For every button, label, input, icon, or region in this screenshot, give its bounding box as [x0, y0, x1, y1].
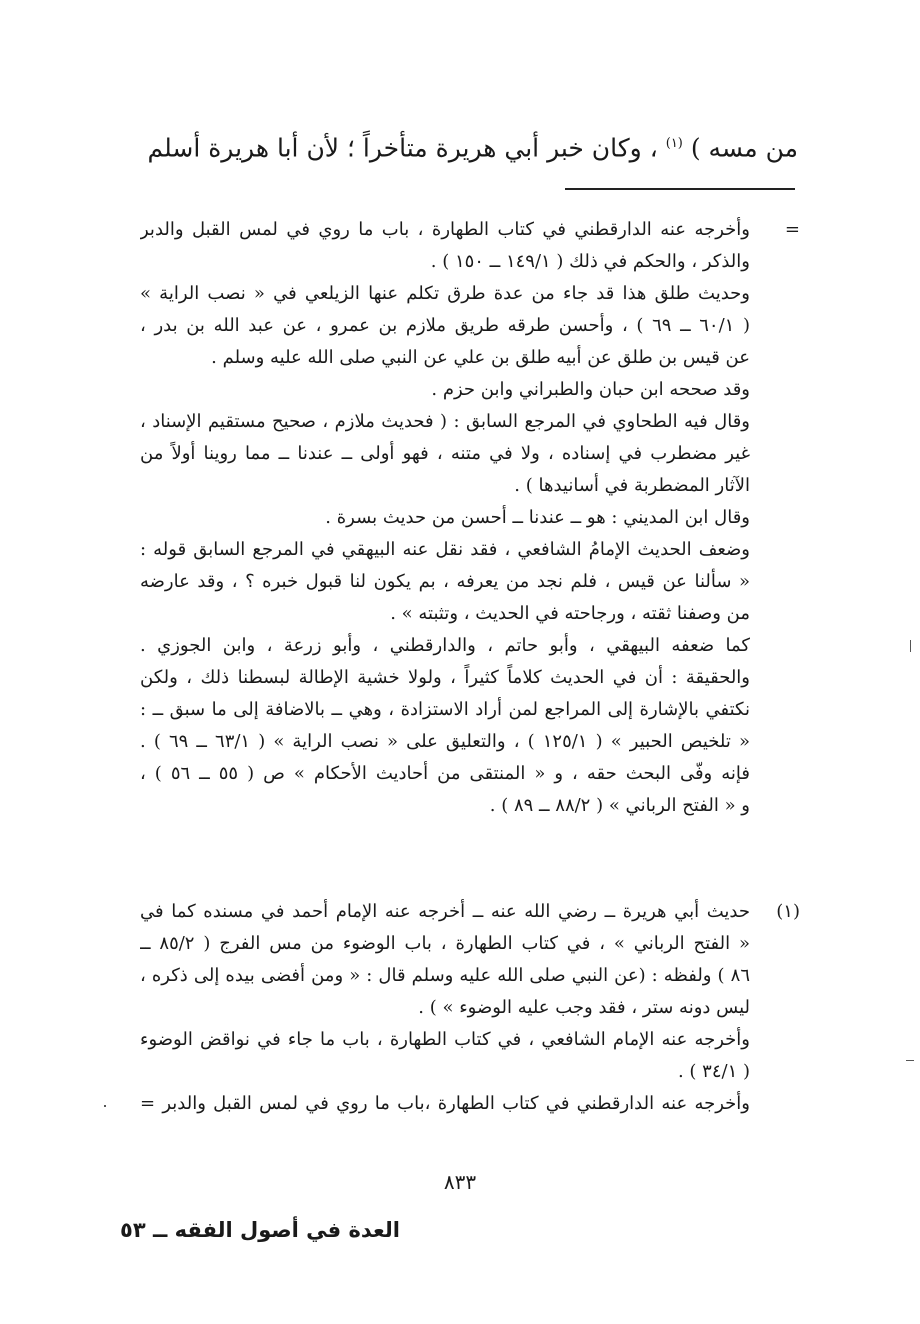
- footnote-line: = وأخرجه عنه الدارقطني في كتاب الطهارة ، باب ما روي في لمس القبل والدبر: [140, 214, 800, 246]
- scan-mark: [906, 1060, 914, 1061]
- footnote-line: « الفتح الرباني » ، في كتاب الطهارة ، باب الوضوء من مس الفرج ( ٨٥/٢ ــ: [140, 933, 750, 954]
- scan-mark: [104, 1105, 106, 1107]
- footnote-line: غير مضطرب في إسناده ، ولا في متنه ، فهو أولى ــ عندنا ــ مما روينا أولاً من: [140, 443, 750, 464]
- continuation-marker: =: [784, 219, 800, 240]
- footnote-line: نكتفي بالإشارة إلى المراجع لمن أراد الاستزادة ، وهي ــ بالاضافة إلى ما سبق ــ :: [140, 699, 750, 720]
- footnote-1: [140, 896, 800, 1120]
- footnote-line: ( ٦٠/١ ــ ٦٩ ) ، وأحسن طرقه طريق ملازم بن عمرو ، عن عبد الله بن بدر ،: [140, 315, 751, 336]
- footnote-line: الآثار المضطربة في أسانيدها ) .: [514, 475, 750, 496]
- main-text-rest: ، وكان خبر أبي هريرة متأخراً ؛ لأن أبا هريرة أسلم: [147, 133, 658, 163]
- continued-footnote: [140, 214, 800, 822]
- footnote-line: « تلخيص الحبير » ( ١٢٥/١ ) ، والتعليق على « نصب الراية » ( ٦٣/١ ــ ٦٩ ) .: [140, 731, 750, 752]
- footnote-line: « سألنا عن قيس ، فلم نجد من يعرفه ، بم يكون لنا قبول خبره ؟ ، وقد عارضه: [140, 571, 750, 592]
- footnote-line: (١) حديث أبي هريرة ــ رضي الله عنه ــ أخرجه عنه الإمام أحمد في مسنده كما في: [140, 896, 800, 928]
- footnote-line: ليس دونه ستر ، فقد وجب عليه الوضوء » ) .: [418, 997, 750, 1018]
- page-number: ٨٣٣: [443, 1170, 477, 1194]
- footnote-reference: (١): [665, 136, 683, 151]
- footnote-line: وأخرجه عنه الإمام الشافعي ، في كتاب الطهارة ، باب ما جاء في نواقض الوضوء: [140, 1029, 750, 1050]
- footnote-line: والذكر ، والحكم في ذلك ( ١٤٩/١ ــ ١٥٠ ) .: [430, 251, 750, 272]
- footnote-line: وضعف الحديث الإمامُ الشافعي ، فقد نقل عنه البيهقي في المرجع السابق قوله :: [140, 539, 750, 560]
- footnote-line: عن قيس بن طلق عن أبيه طلق بن علي عن النبي صلى الله عليه وسلم .: [211, 347, 750, 368]
- footnote-line: من وصفنا ثقته ، ورجاحته في الحديث ، وتثبته » .: [390, 603, 750, 624]
- footnote-separator: [565, 188, 795, 190]
- footnote-line: وقال فيه الطحاوي في المرجع السابق : ( فحديث ملازم ، صحيح مستقيم الإسناد ،: [140, 411, 750, 432]
- footnote-line: و « الفتح الرباني » ( ٨٨/٢ ــ ٨٩ ) .: [489, 795, 750, 816]
- footnote-line: وحديث طلق هذا قد جاء من عدة طرق تكلم عنها الزيلعي في « نصب الراية »: [140, 283, 750, 304]
- footnote-line: والحقيقة : أن في الحديث كلاماً كثيراً ، ولولا خشية الإطالة لبسطنا ذلك ، ولكن: [140, 667, 750, 688]
- running-footer: العدة في أصول الفقه ــ ٥٣: [120, 1218, 400, 1242]
- footnote-line: ٨٦ ) ولفظه : (عن النبي صلى الله عليه وسلم قال : « ومن أفضى بيده إلى ذكره ،: [140, 965, 750, 986]
- footnote-number: (١): [776, 901, 800, 922]
- footnote-line: فإنه وفّى البحث حقه ، و « المنتقى من أحاديث الأحكام » ص ( ٥٥ ــ ٥٦ ) ،: [140, 763, 750, 784]
- footnote-line: وأخرجه عنه الدارقطني في كتاب الطهارة ،باب ما روي في لمس القبل والدبر =: [140, 1093, 750, 1114]
- footnote-line: وقال ابن المديني : هو ــ عندنا ــ أحسن من حديث بسرة .: [325, 507, 750, 528]
- scan-mark: [910, 640, 911, 652]
- main-text-line: [147, 124, 798, 168]
- main-text-start: من مسه ): [690, 133, 798, 163]
- footnote-line: ( ٣٤/١ ) .: [677, 1061, 750, 1082]
- footnote-line: وقد صححه ابن حبان والطبراني وابن حزم .: [431, 379, 750, 400]
- footnote-line: كما ضعفه البيهقي ، وأبو حاتم ، والدارقطني ، وأبو زرعة ، وابن الجوزي .: [140, 635, 750, 656]
